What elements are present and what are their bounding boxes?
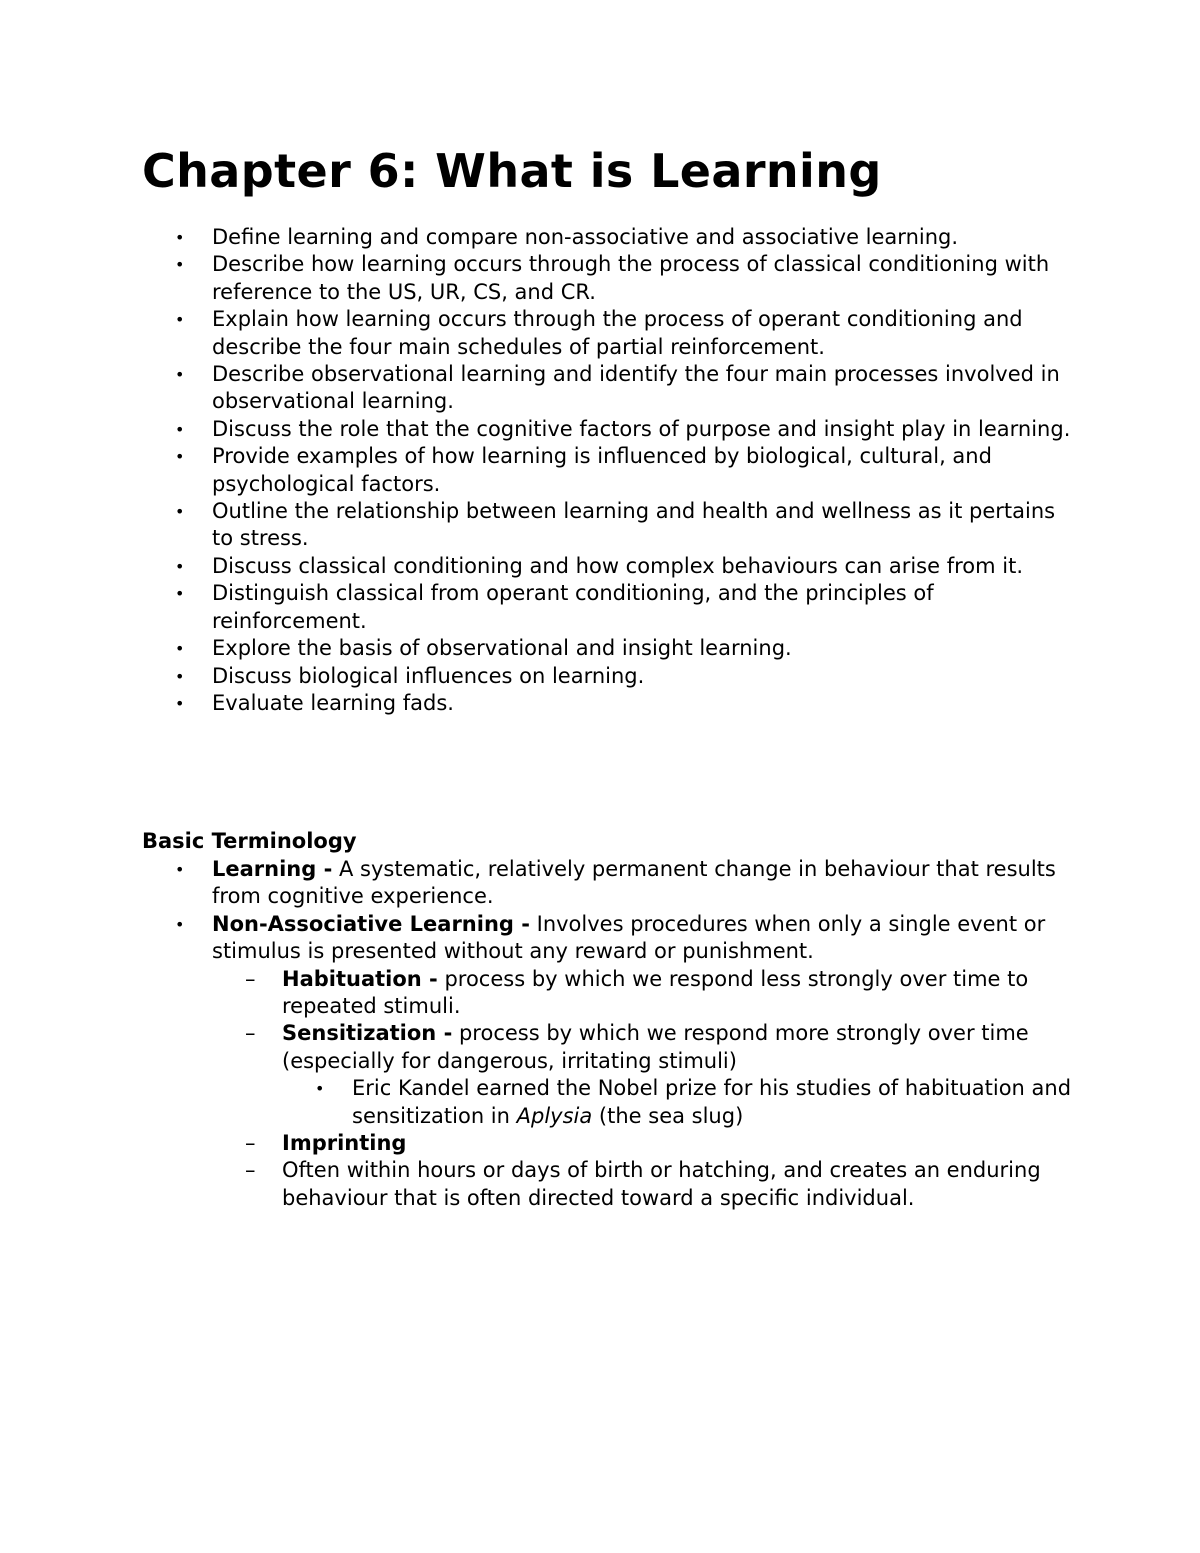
list-item: [142, 361, 1072, 416]
sensitization-sublist: [212, 1075, 1072, 1130]
objective-text: Explore the basis of observational and insight learning.: [212, 636, 792, 661]
list-item: [142, 306, 1072, 361]
dash-marker: –: [245, 1131, 256, 1156]
non-associative-sublist: [142, 966, 1072, 1213]
list-item-sensitization: [212, 1020, 1072, 1130]
objective-text: Describe observational learning and identify the four main processes involved in observational learning.: [212, 362, 1060, 414]
dash-marker: –: [245, 966, 256, 991]
list-item: [142, 635, 1072, 662]
section-heading: Basic Terminology: [142, 829, 357, 853]
bullet-marker: •: [175, 860, 185, 879]
term-learning: Learning -: [212, 857, 333, 881]
definition-non-associative: Involves procedures when only a single event or stimulus is presented without any reward or punishment.: [212, 911, 1046, 964]
list-item-non-associative: [142, 911, 1072, 1212]
objective-text: Distinguish classical from operant conditioning, and the principles of reinforcement.: [212, 581, 934, 633]
dash-marker: –: [245, 1021, 256, 1046]
objective-text: Outline the relationship between learning and health and wellness as it pertains to stress.: [212, 499, 1056, 551]
bullet-marker: •: [175, 693, 185, 713]
imprinting-note-text: Often within hours or days of birth or hatching, and creates an enduring behaviour that is often directed toward a specific individual.: [282, 1158, 1041, 1210]
page-title: Chapter 6: What is Learning: [142, 144, 882, 198]
term-non-associative: Non-Associative Learning -: [212, 911, 530, 936]
term-sensitization: Sensitization -: [282, 1021, 453, 1046]
list-item: [142, 224, 1072, 251]
bullet-marker: •: [175, 419, 185, 439]
list-item-learning: [142, 856, 1072, 911]
aplysia-italic: Aplysia: [516, 1103, 593, 1128]
list-item: [142, 663, 1072, 690]
bullet-marker: •: [175, 556, 185, 576]
objective-text: Provide examples of how learning is influenced by biological, cultural, and psychological factors.: [212, 444, 992, 496]
objective-text: Evaluate learning fads.: [212, 690, 454, 715]
objective-text: Describe how learning occurs through the process of classical conditioning with reference to the US, UR, CS, and CR.: [212, 252, 1050, 304]
bullet-marker: •: [175, 447, 185, 467]
definition-habituation: process by which we respond less strongly over time to repeated stimuli.: [282, 966, 1029, 1019]
basic-terminology-section: [142, 826, 1072, 1212]
bullet-marker: •: [175, 584, 185, 604]
list-item: [142, 498, 1072, 553]
definition-sensitization: process by which we respond more strongly over time (especially for dangerous, irritating stimuli): [282, 1021, 1029, 1073]
list-item: [142, 690, 1072, 717]
list-item: [142, 580, 1072, 635]
term-habituation: Habituation -: [282, 966, 438, 991]
bullet-marker: •: [175, 666, 185, 686]
bullet-marker: •: [315, 1079, 325, 1099]
term-imprinting: Imprinting: [282, 1131, 407, 1156]
bullet-marker: •: [175, 365, 185, 385]
objective-text: Discuss biological influences on learning.: [212, 663, 645, 688]
list-item-imprinting-note: [212, 1157, 1072, 1212]
kandel-text-after: (the sea slug): [592, 1103, 744, 1128]
terminology-list: [142, 856, 1072, 1212]
bullet-marker: •: [175, 639, 185, 659]
list-item-habituation: [212, 966, 1072, 1021]
objectives-list: [142, 224, 1072, 717]
bullet-marker: •: [175, 310, 185, 330]
bullet-marker: •: [175, 255, 185, 275]
bullet-marker: •: [175, 502, 185, 522]
objective-text: Discuss the role that the cognitive factors of purpose and insight play in learning.: [212, 416, 1071, 441]
list-item-kandel: [282, 1075, 1072, 1130]
objective-text: Explain how learning occurs through the process of operant conditioning and describe the four main schedules of partial reinforcement.: [212, 307, 1023, 359]
bullet-marker: •: [175, 914, 185, 934]
kandel-text-before: Eric Kandel earned the Nobel prize for his studies of habituation and sensitization in: [352, 1076, 1072, 1128]
list-item: [142, 416, 1072, 443]
list-item: [142, 553, 1072, 580]
bullet-marker: •: [175, 228, 185, 247]
objective-text: Discuss classical conditioning and how complex behaviours can arise from it.: [212, 553, 1024, 578]
dash-marker: –: [245, 1158, 256, 1183]
definition-learning: A systematic, relatively permanent change in behaviour that results from cognitive experience.: [212, 857, 1056, 909]
list-item: [142, 251, 1072, 306]
objective-text: Define learning and compare non-associative and associative learning.: [212, 225, 959, 249]
list-item: [142, 443, 1072, 498]
learning-objectives: [142, 224, 1072, 717]
list-item-imprinting: [212, 1130, 1072, 1157]
